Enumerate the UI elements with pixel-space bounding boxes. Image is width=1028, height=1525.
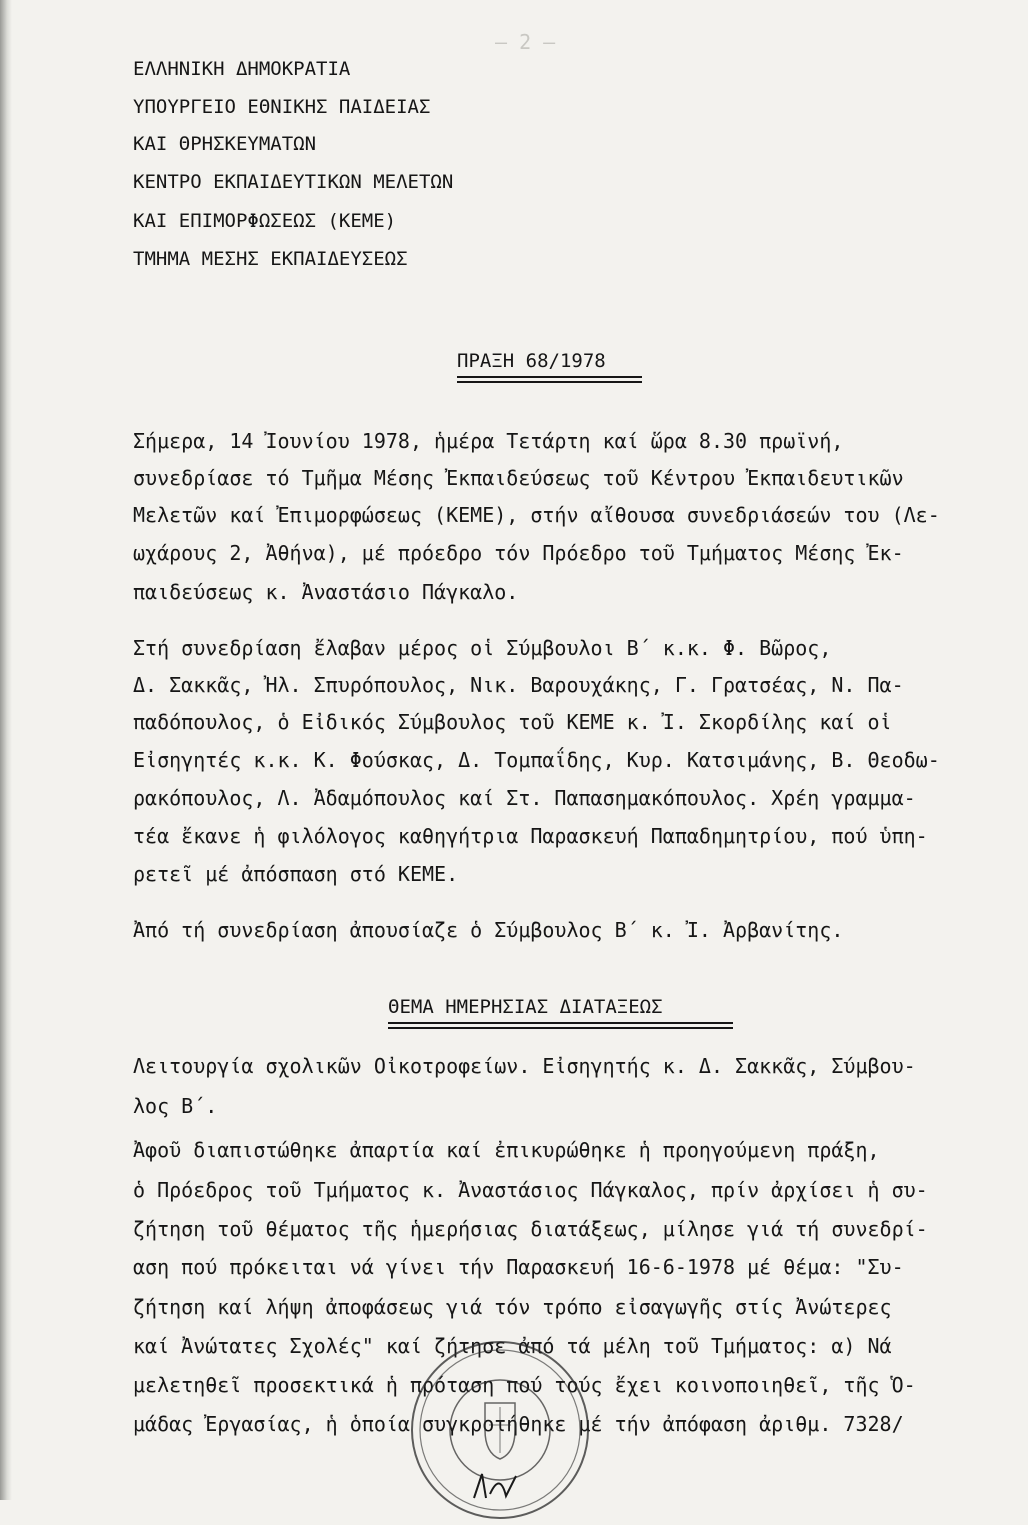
act-title: ΠΡΑΞΗ 68/1978 xyxy=(457,350,606,372)
agenda-title: ΘΕΜΑ ΗΜΕΡΗΣΙΑΣ ΔΙΑΤΑΞΕΩΣ xyxy=(388,996,663,1018)
text-line: παδόπουλος, ὁ Εἰδικός Σύμβουλος τοῦ ΚΕΜΕ κ. Ἰ. Σκορδίλης καί οἱ xyxy=(133,710,892,734)
header-line: ΚΑΙ ΘΡΗΣΚΕΥΜΑΤΩΝ xyxy=(133,133,317,155)
text-line: ρακόπουλος, Λ. Ἀδαμόπουλος καί Στ. Παπασημακόπουλος. Χρέη γραμμα- xyxy=(133,786,916,810)
header-line: ΚΕΝΤΡΟ ΕΚΠΑΙΔΕΥΤΙΚΩΝ ΜΕΛΕΤΩΝ xyxy=(133,171,454,193)
text-line: ὁ Πρόεδρος τοῦ Τμήματος κ. Ἀναστάσιος Πάγκαλος, πρίν ἀρχίσει ἡ συ- xyxy=(133,1178,928,1202)
text-line: μελετηθεῖ προσεκτικά ἡ πρόταση πού τούς ἔχει κοινοποιηθεῖ, τῆς Ὁ- xyxy=(133,1373,916,1397)
signature-mark xyxy=(470,1470,540,1500)
header-line: ΚΑΙ ΕΠΙΜΟΡΦΩΣΕΩΣ (ΚΕΜΕ) xyxy=(133,210,397,232)
text-line: παιδεύσεως κ. Ἀναστάσιο Πάγκαλο. xyxy=(133,580,519,604)
text-line: Δ. Σακκᾶς, Ἠλ. Σπυρόπουλος, Νικ. Βαρουχάκης, Γ. Γρατσέας, Ν. Πα- xyxy=(133,673,904,697)
text-line: Εἰσηγητές κ.κ. Κ. Φούσκας, Δ. Τομπαΐδης, Κυρ. Κατσιμάνης, Β. Θεοδω- xyxy=(133,748,940,772)
text-line: τέα ἔκανε ἡ φιλόλογος καθηγήτρια Παρασκευή Παπαδημητρίου, πού ὑπη- xyxy=(133,824,928,848)
binding-edge xyxy=(0,0,12,1500)
text-line: Ἀπό τή συνεδρίαση ἀπουσίαζε ὁ Σύμβουλος Β΄ κ. Ἰ. Ἀρβανίτης. xyxy=(133,918,844,942)
text-line: Στή συνεδρίαση ἔλαβαν μέρος οἱ Σύμβουλοι Β΄ κ.κ. Φ. Βῶρος, xyxy=(133,636,832,660)
text-line: ρετεῖ μέ ἀπόσπαση στό ΚΕΜΕ. xyxy=(133,862,459,886)
act-title-underline xyxy=(457,381,642,383)
header-line: ΕΛΛΗΝΙΚΗ ΔΗΜΟΚΡΑΤΙΑ xyxy=(133,58,351,80)
act-title-underline xyxy=(457,376,642,378)
text-line: ζήτηση τοῦ θέματος τῆς ἡμερήσιας διατάξεως, μίλησε γιά τή συνεδρί- xyxy=(133,1217,928,1241)
text-line: Μελετῶν καί Ἐπιμορφώσεως (ΚΕΜΕ), στήν αἴθουσα συνεδριάσεών του (Λε- xyxy=(133,503,940,527)
header-line: ΤΜΗΜΑ ΜΕΣΗΣ ΕΚΠΑΙΔΕΥΣΕΩΣ xyxy=(133,248,408,270)
page-number: – 2 – xyxy=(495,30,556,54)
text-line: ζήτηση καί λήψη ἀποφάσεως γιά τόν τρόπο εἰσαγωγῆς στίς Ἀνώτερες xyxy=(133,1295,892,1319)
text-line: συνεδρίασε τό Τμῆμα Μέσης Ἐκπαιδεύσεως τοῦ Κέντρου Ἐκπαιδευτικῶν xyxy=(133,466,904,490)
text-line: αση πού πρόκειται νά γίνει τήν Παρασκευή 16-6-1978 μέ θέμα: "Συ- xyxy=(133,1255,904,1279)
text-line: ωχάρους 2, Ἀθήνα), μέ πρόεδρο τόν Πρόεδρο τοῦ Τμήματος Μέσης Ἐκ- xyxy=(133,541,904,565)
text-line: Λειτουργία σχολικῶν Οἰκοτροφείων. Εἰσηγητής κ. Δ. Σακκᾶς, Σύμβου- xyxy=(133,1054,916,1078)
header-line: ΥΠΟΥΡΓΕΙΟ ΕΘΝΙΚΗΣ ΠΑΙΔΕΙΑΣ xyxy=(133,96,431,118)
text-line: Ἀφοῦ διαπιστώθηκε ἀπαρτία καί ἐπικυρώθηκε ἡ προηγούμενη πράξη, xyxy=(133,1138,880,1162)
agenda-title-underline xyxy=(388,1027,733,1029)
text-line: μάδας Ἐργασίας, ἡ ὁποία συγκροτήθηκε μέ τήν ἀπόφαση ἀριθμ. 7328/ xyxy=(133,1412,904,1436)
agenda-title-underline xyxy=(388,1022,733,1024)
text-line: Σήμερα, 14 Ἰουνίου 1978, ἡμέρα Τετάρτη καί ὥρα 8.30 πρωϊνή, xyxy=(133,429,844,453)
text-line: λος Β΄. xyxy=(133,1094,218,1118)
text-line: καί Ἀνώτατες Σχολές" καί ζήτησε ἀπό τά μέλη τοῦ Τμήματος: α) Νά xyxy=(133,1334,892,1358)
